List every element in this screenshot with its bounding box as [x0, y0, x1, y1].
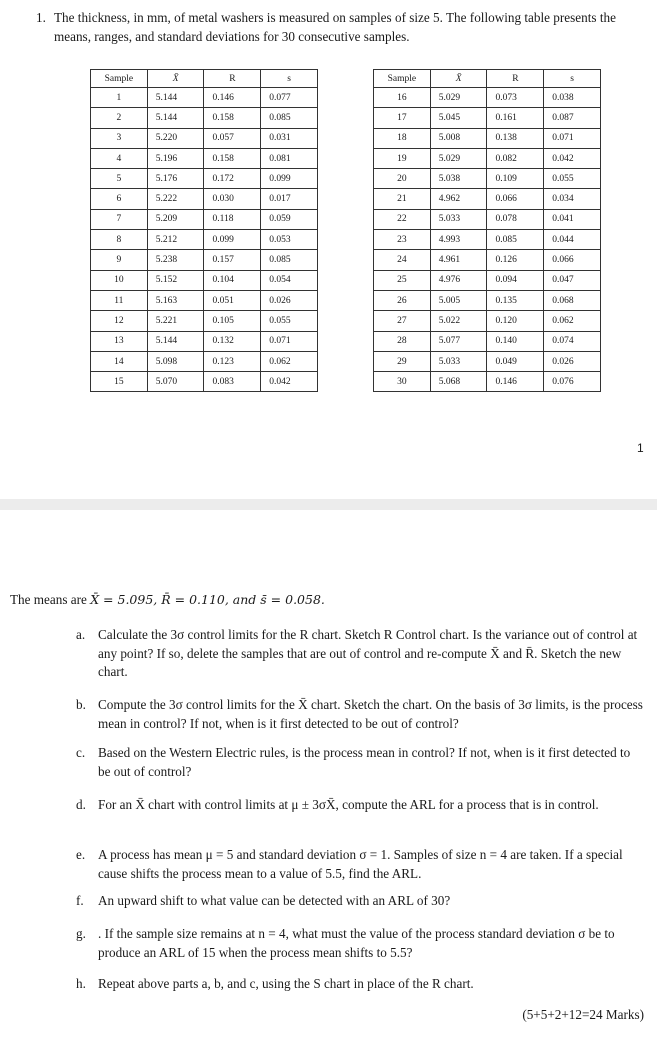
cell-sample: 1 — [91, 88, 148, 108]
cell-s: 0.062 — [544, 311, 601, 331]
cell-xbar: 5.008 — [430, 128, 487, 148]
table-row — [374, 230, 601, 250]
cell-s: 0.081 — [261, 148, 318, 168]
cell-sample: 15 — [91, 372, 148, 392]
cell-sample: 3 — [91, 128, 148, 148]
part-text: An upward shift to what value can be detected with an ARL of 30? — [98, 893, 451, 908]
means-statement — [10, 592, 325, 608]
cell-sample: 27 — [374, 311, 431, 331]
table-row — [91, 189, 318, 209]
cell-xbar: 5.098 — [147, 351, 204, 371]
cell-r: 0.049 — [487, 351, 544, 371]
cell-s: 0.026 — [261, 290, 318, 310]
cell-sample: 23 — [374, 230, 431, 250]
cell-r: 0.138 — [487, 128, 544, 148]
cell-s: 0.047 — [544, 270, 601, 290]
table-row — [91, 351, 318, 371]
part-e — [76, 846, 644, 883]
page-separator — [0, 499, 657, 510]
part-label: b. — [76, 697, 86, 712]
cell-xbar: 5.029 — [430, 148, 487, 168]
part-label: d. — [76, 797, 86, 812]
table-row — [374, 290, 601, 310]
cell-s: 0.041 — [544, 209, 601, 229]
header-s: s — [261, 70, 318, 88]
cell-sample: 6 — [91, 189, 148, 209]
part-a — [76, 626, 644, 682]
cell-xbar: 4.962 — [430, 189, 487, 209]
cell-xbar: 4.961 — [430, 250, 487, 270]
cell-sample: 19 — [374, 148, 431, 168]
cell-s: 0.034 — [544, 189, 601, 209]
table-row — [91, 270, 318, 290]
cell-s: 0.074 — [544, 331, 601, 351]
question-number: 1. — [36, 10, 46, 25]
part-text: . If the sample size remains at n = 4, what must the value of the process standard deviation σ be to produce an ARL of 15 when the process mean shifts to 5.5? — [98, 926, 615, 960]
cell-sample: 4 — [91, 148, 148, 168]
cell-r: 0.104 — [204, 270, 261, 290]
cell-s: 0.076 — [544, 372, 601, 392]
cell-sample: 13 — [91, 331, 148, 351]
part-d — [76, 796, 644, 815]
table-row — [374, 351, 601, 371]
cell-s: 0.042 — [261, 372, 318, 392]
table-row — [374, 108, 601, 128]
cell-s: 0.062 — [261, 351, 318, 371]
table-row — [91, 108, 318, 128]
cell-xbar: 4.976 — [430, 270, 487, 290]
cell-sample: 22 — [374, 209, 431, 229]
part-text: Compute the 3σ control limits for the X̄ chart. Sketch the chart. On the basis of 3σ limits, is the process mean in control? If not, when is it first detected to be out of control? — [98, 697, 643, 731]
cell-xbar: 5.144 — [147, 108, 204, 128]
cell-r: 0.172 — [204, 169, 261, 189]
table-row — [374, 209, 601, 229]
cell-s: 0.044 — [544, 230, 601, 250]
cell-xbar: 5.033 — [430, 351, 487, 371]
table-row — [91, 311, 318, 331]
cell-sample: 26 — [374, 290, 431, 310]
cell-s: 0.099 — [261, 169, 318, 189]
cell-sample: 20 — [374, 169, 431, 189]
cell-r: 0.094 — [487, 270, 544, 290]
table-row — [91, 372, 318, 392]
cell-xbar: 5.221 — [147, 311, 204, 331]
table-row — [91, 169, 318, 189]
cell-s: 0.017 — [261, 189, 318, 209]
table-row — [91, 250, 318, 270]
cell-xbar: 5.209 — [147, 209, 204, 229]
question-text: The thickness, in mm, of metal washers is measured on samples of size 5. The following table presents the means, ranges, and standard deviations for 30 consecutive samples. — [54, 10, 616, 44]
part-c — [76, 744, 644, 781]
part-label: e. — [76, 847, 86, 862]
cell-xbar: 5.222 — [147, 189, 204, 209]
cell-sample: 10 — [91, 270, 148, 290]
data-table-right — [373, 69, 601, 392]
cell-xbar: 5.068 — [430, 372, 487, 392]
header-s: s — [544, 70, 601, 88]
cell-sample: 24 — [374, 250, 431, 270]
header-r: R — [204, 70, 261, 88]
cell-r: 0.118 — [204, 209, 261, 229]
header-r: R — [487, 70, 544, 88]
cell-xbar: 5.220 — [147, 128, 204, 148]
cell-xbar: 5.029 — [430, 88, 487, 108]
table-row — [91, 128, 318, 148]
table-row — [91, 230, 318, 250]
cell-s: 0.042 — [544, 148, 601, 168]
part-label: a. — [76, 627, 86, 642]
table-row — [374, 169, 601, 189]
cell-xbar: 5.163 — [147, 290, 204, 310]
cell-xbar: 5.144 — [147, 88, 204, 108]
cell-r: 0.051 — [204, 290, 261, 310]
cell-s: 0.059 — [261, 209, 318, 229]
cell-s: 0.071 — [544, 128, 601, 148]
cell-s: 0.077 — [261, 88, 318, 108]
cell-sample: 28 — [374, 331, 431, 351]
cell-r: 0.078 — [487, 209, 544, 229]
part-label: g. — [76, 926, 86, 941]
cell-s: 0.031 — [261, 128, 318, 148]
part-f — [76, 892, 644, 911]
cell-xbar: 5.212 — [147, 230, 204, 250]
cell-r: 0.161 — [487, 108, 544, 128]
part-text: For an X̄ chart with control limits at μ ± 3σX̄, compute the ARL for a process that is in control. — [98, 797, 599, 812]
cell-r: 0.126 — [487, 250, 544, 270]
table-row — [374, 189, 601, 209]
cell-s: 0.085 — [261, 108, 318, 128]
part-g — [76, 925, 644, 962]
cell-s: 0.068 — [544, 290, 601, 310]
table-row — [91, 209, 318, 229]
cell-r: 0.158 — [204, 108, 261, 128]
table-row — [374, 270, 601, 290]
cell-r: 0.135 — [487, 290, 544, 310]
cell-xbar: 5.144 — [147, 331, 204, 351]
cell-r: 0.066 — [487, 189, 544, 209]
cell-sample: 8 — [91, 230, 148, 250]
table-row — [91, 88, 318, 108]
cell-r: 0.120 — [487, 311, 544, 331]
cell-r: 0.105 — [204, 311, 261, 331]
cell-xbar: 5.005 — [430, 290, 487, 310]
cell-sample: 14 — [91, 351, 148, 371]
cell-sample: 21 — [374, 189, 431, 209]
cell-xbar: 5.152 — [147, 270, 204, 290]
cell-r: 0.083 — [204, 372, 261, 392]
cell-xbar: 5.070 — [147, 372, 204, 392]
cell-xbar: 4.993 — [430, 230, 487, 250]
cell-sample: 12 — [91, 311, 148, 331]
cell-sample: 11 — [91, 290, 148, 310]
cell-xbar: 5.038 — [430, 169, 487, 189]
cell-r: 0.158 — [204, 148, 261, 168]
data-table-left — [90, 69, 318, 392]
cell-s: 0.053 — [261, 230, 318, 250]
cell-sample: 29 — [374, 351, 431, 371]
table-row — [374, 311, 601, 331]
cell-s: 0.055 — [261, 311, 318, 331]
cell-r: 0.030 — [204, 189, 261, 209]
table-row — [91, 331, 318, 351]
table-row — [91, 148, 318, 168]
table-row — [374, 331, 601, 351]
cell-r: 0.123 — [204, 351, 261, 371]
cell-xbar: 5.196 — [147, 148, 204, 168]
header-sample: Sample — [374, 70, 431, 88]
cell-xbar: 5.077 — [430, 331, 487, 351]
cell-sample: 16 — [374, 88, 431, 108]
table-row — [374, 372, 601, 392]
cell-s: 0.071 — [261, 331, 318, 351]
table-row — [91, 290, 318, 310]
cell-xbar: 5.238 — [147, 250, 204, 270]
cell-s: 0.038 — [544, 88, 601, 108]
part-text: Calculate the 3σ control limits for the R chart. Sketch R Control chart. Is the variance out of control at any point? If so, delete the samples that are out of control and re-compute X̄ and R̄. Sketch the new chart. — [98, 627, 638, 679]
cell-s: 0.087 — [544, 108, 601, 128]
part-text: Based on the Western Electric rules, is the process mean in control? If not, when is it first detected to be out of control? — [98, 745, 631, 779]
cell-r: 0.157 — [204, 250, 261, 270]
header-xbar: X̄ — [430, 70, 487, 88]
cell-r: 0.109 — [487, 169, 544, 189]
cell-s: 0.085 — [261, 250, 318, 270]
part-label: h. — [76, 976, 86, 991]
cell-r: 0.085 — [487, 230, 544, 250]
means-prefix: The means are — [10, 592, 91, 607]
part-h — [76, 975, 644, 994]
cell-sample: 5 — [91, 169, 148, 189]
part-text: Repeat above parts a, b, and c, using the S chart in place of the R chart. — [98, 976, 474, 991]
cell-xbar: 5.176 — [147, 169, 204, 189]
cell-s: 0.054 — [261, 270, 318, 290]
cell-r: 0.140 — [487, 331, 544, 351]
cell-sample: 9 — [91, 250, 148, 270]
header-xbar: X̄ — [147, 70, 204, 88]
header-sample: Sample — [91, 70, 148, 88]
cell-s: 0.055 — [544, 169, 601, 189]
means-formula: X̄ = 5.095, R̄ = 0.110, and s̄ = 0.058. — [90, 592, 325, 607]
table-row — [374, 128, 601, 148]
cell-r: 0.132 — [204, 331, 261, 351]
page-number: 1 — [637, 441, 644, 455]
cell-xbar: 5.033 — [430, 209, 487, 229]
cell-sample: 25 — [374, 270, 431, 290]
cell-sample: 7 — [91, 209, 148, 229]
cell-sample: 17 — [374, 108, 431, 128]
cell-sample: 18 — [374, 128, 431, 148]
cell-r: 0.082 — [487, 148, 544, 168]
cell-xbar: 5.045 — [430, 108, 487, 128]
cell-s: 0.066 — [544, 250, 601, 270]
cell-sample: 30 — [374, 372, 431, 392]
table-row — [374, 250, 601, 270]
part-label: c. — [76, 745, 86, 760]
marks-total: (5+5+2+12=24 Marks) — [522, 1007, 644, 1022]
cell-r: 0.146 — [487, 372, 544, 392]
cell-r: 0.146 — [204, 88, 261, 108]
cell-s: 0.026 — [544, 351, 601, 371]
part-label: f. — [76, 893, 84, 908]
table-row — [374, 88, 601, 108]
cell-r: 0.073 — [487, 88, 544, 108]
cell-xbar: 5.022 — [430, 311, 487, 331]
table-row — [374, 148, 601, 168]
part-text: A process has mean μ = 5 and standard deviation σ = 1. Samples of size n = 4 are taken. If a special cause shifts the process mean to a value of 5.5, find the ARL. — [98, 847, 623, 881]
part-b — [76, 696, 644, 733]
cell-sample: 2 — [91, 108, 148, 128]
cell-r: 0.057 — [204, 128, 261, 148]
cell-r: 0.099 — [204, 230, 261, 250]
